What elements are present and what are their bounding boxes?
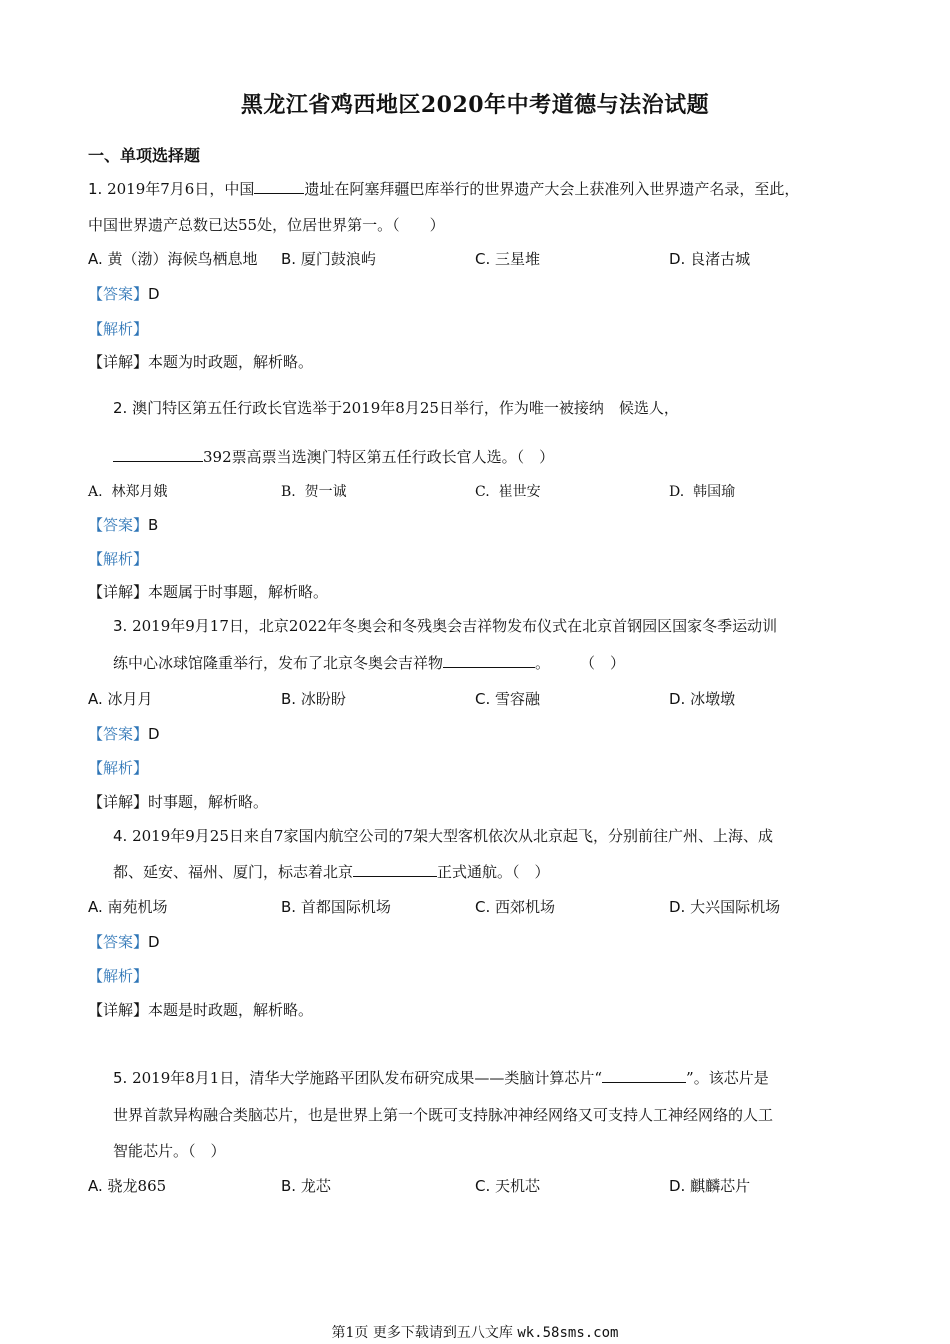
- page-footer: [0, 1322, 950, 1342]
- question-1-option-d[interactable]: D. 良渚古城: [669, 250, 751, 268]
- question-1-analysis-label: 【解析】: [88, 320, 149, 338]
- question-2-option-b[interactable]: B. 贺一诚: [281, 484, 347, 500]
- question-2-detail: 【详解】本题属于时事题，解析略。: [88, 583, 329, 601]
- question-3-option-d[interactable]: D. 冰墩墩: [669, 690, 736, 708]
- question-3-option-b[interactable]: B. 冰盼盼: [281, 690, 346, 708]
- question-3-analysis-label: 【解析】: [88, 759, 149, 777]
- question-3-detail: 【详解】时事题，解析略。: [88, 793, 269, 811]
- question-2-text: 澳门特区第五任行政长官选举于2019年8月25日举行，作为唯一被接纳 候选人，: [132, 399, 679, 417]
- question-4-number: 4.: [113, 827, 128, 845]
- question-2-line-1: [113, 397, 679, 418]
- question-2-line-2: 392票高票当选澳门特区第五任行政长官人选。（ ）: [113, 446, 554, 467]
- question-5-number: 5.: [113, 1069, 128, 1087]
- document-title: 黑龙江省鸡西地区2020年中考道德与法治试题: [240, 92, 710, 118]
- question-2-answer: 【答案】B: [88, 516, 159, 534]
- footer-site-link[interactable]: wk.58sms.com: [517, 1325, 619, 1341]
- question-5-option-c[interactable]: C. 天机芯: [475, 1177, 541, 1195]
- question-4-option-d[interactable]: D. 大兴国际机场: [669, 898, 781, 916]
- question-5-option-b[interactable]: B. 龙芯: [281, 1177, 331, 1195]
- question-1-text-before-blank: 2019年7月6日，中国: [107, 180, 255, 198]
- question-2-analysis-label: 【解析】: [88, 550, 149, 568]
- question-4-line-2: 都、延安、福州、厦门，标志着北京 正式通航。（ ）: [113, 863, 550, 881]
- question-5-line-3: 智能芯片。（ ）: [113, 1142, 226, 1160]
- question-1-option-b[interactable]: B. 厦门鼓浪屿: [281, 250, 376, 268]
- question-4-answer: 【答案】D: [88, 933, 160, 951]
- question-2-option-d[interactable]: D. 韩国瑜: [669, 484, 736, 500]
- question-4-option-b[interactable]: B. 首都国际机场: [281, 898, 391, 916]
- question-4-option-a[interactable]: A. 南苑机场: [88, 898, 168, 916]
- question-5-option-a[interactable]: A. 骁龙865: [88, 1177, 167, 1195]
- question-3-blank: [443, 653, 535, 668]
- question-4-option-c[interactable]: C. 西郊机场: [475, 898, 556, 916]
- question-5-option-d[interactable]: D. 麒麟芯片: [669, 1177, 751, 1195]
- question-1-option-a[interactable]: A. 黄（渤）海候鸟栖息地: [88, 250, 258, 268]
- question-5-blank: [602, 1068, 686, 1083]
- question-1-option-c[interactable]: C. 三星堆: [475, 250, 541, 268]
- question-1-text-after-blank: 遗址在阿塞拜疆巴库举行的世界遗产大会上获准列入世界遗产名录，至此，: [304, 180, 800, 198]
- question-3-line-1: 3. 2019年9月17日，北京2022年冬奥会和冬残奥会吉祥物发布仪式在北京首钢园区国家冬季运动训: [113, 617, 778, 635]
- question-3-answer: 【答案】D: [88, 725, 160, 743]
- question-5-line-2: 世界首款异构融合类脑芯片，也是世界上第一个既可支持脉冲神经网络又可支持人工神经网络的人工: [113, 1106, 774, 1124]
- question-4-analysis-label: 【解析】: [88, 967, 149, 985]
- question-3-line-2: 练中心冰球馆隆重举行，发布了北京冬奥会吉祥物 。 （ ）: [113, 654, 626, 672]
- question-2-option-a[interactable]: A. 林郑月娥: [88, 484, 168, 500]
- question-2-option-c[interactable]: C. 崔世安: [475, 484, 541, 500]
- question-2-blank: [113, 447, 203, 462]
- question-1-detail: 【详解】本题为时政题，解析略。: [88, 353, 314, 371]
- question-1-line-2: 中国世界遗产总数已达55处，位居世界第一。（ ）: [88, 216, 445, 234]
- question-3-option-c[interactable]: C. 雪容融: [475, 690, 541, 708]
- question-3-option-a[interactable]: A. 冰月月: [88, 690, 153, 708]
- question-4-blank: [353, 862, 437, 877]
- question-4-detail: 【详解】本题是时政题，解析略。: [88, 1001, 314, 1019]
- section-title: 一、单项选择题: [88, 146, 201, 165]
- question-1-blank: [254, 179, 304, 194]
- question-1-number: 1.: [88, 180, 103, 198]
- question-1-line-1: [88, 178, 799, 199]
- question-2-number: 2.: [113, 399, 128, 417]
- question-4-line-1: 4. 2019年9月25日来自7家国内航空公司的7架大型客机依次从北京起飞，分别前往广州、上海、成: [113, 827, 773, 845]
- question-1-answer: 【答案】D: [88, 285, 160, 303]
- question-3-number: 3.: [113, 617, 128, 635]
- question-5-line-1: 5. 2019年8月1日，清华大学施路平团队发布研究成果——类脑计算芯片“ ”。该芯片是: [113, 1069, 769, 1087]
- footer-page-text: 第1页 更多下载请到五八文库: [331, 1325, 513, 1341]
